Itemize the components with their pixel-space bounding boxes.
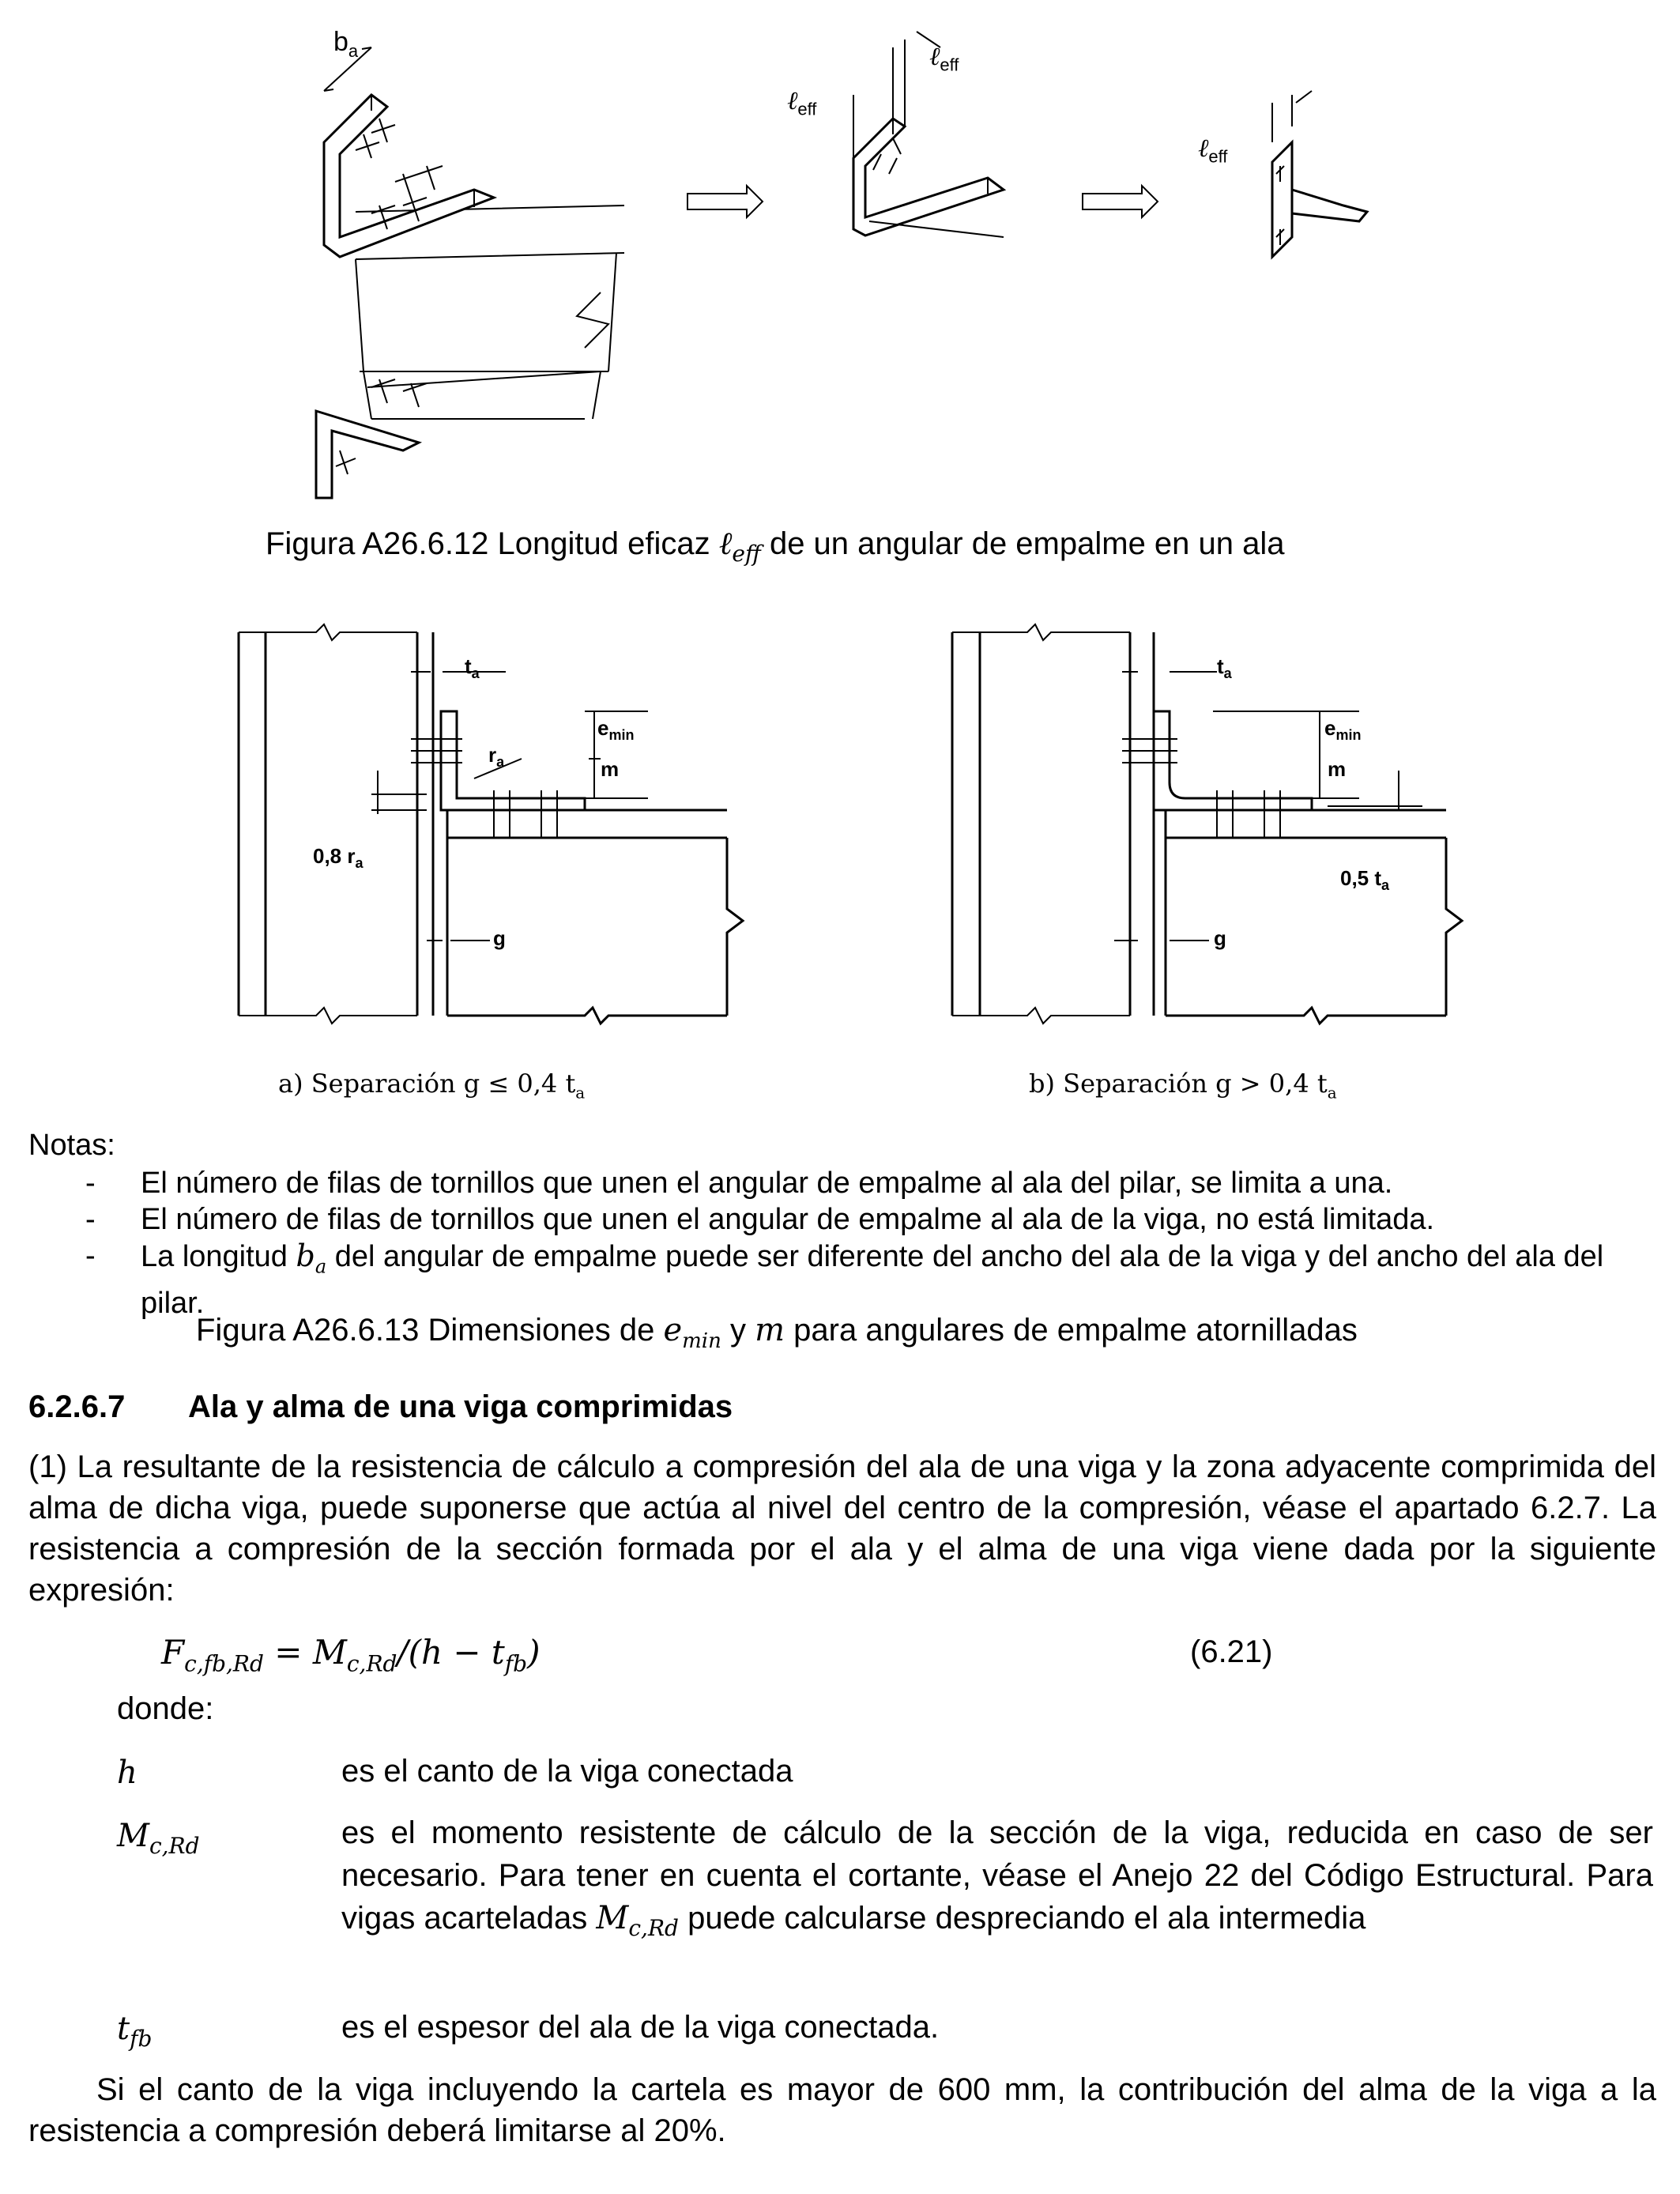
equation-number: (6.21) [1190, 1634, 1273, 1669]
label-08ra-a: 0,8 $r_a$ [313, 844, 363, 872]
section-number: 6.2.6.7 [28, 1389, 126, 1424]
label-g-b: g [1214, 926, 1226, 950]
note-item-3: - La longitud $b_a$ del angular de empalme puede ser diferente del ancho del ala de la viga y del ancho del ala del pilar. [85, 1238, 1604, 1320]
where-label: donde: [117, 1691, 214, 1726]
label-emin-a: $e_{min}$ [597, 716, 635, 744]
label-emin-b: $e_{min}$ [1324, 716, 1362, 744]
label-ta-b: $t_a$ [1217, 654, 1232, 682]
section-title: Ala y alma de una viga comprimidas [188, 1389, 733, 1424]
label-m-a: m [601, 757, 620, 781]
def-h-term: h [117, 1755, 137, 1791]
label-leff-1: ℓ$_{eff}$ [787, 85, 817, 119]
caption-a26-6-13: Figura A26.6.13 Dimensiones de $e_{min}$ y m para angulares de empalme atornilladas [196, 1312, 1358, 1353]
def-m-text: es el momento resistente de cálculo de la sección de la viga, reducida en caso de ser necesario. Para tener en cuenta el cortante, véase el Anejo 22 del Código Estructural. Para vigas acarteladas $M_{c,Rd}$ puede calcularse despreciando el ala intermedia [341, 1815, 1653, 1941]
paragraph-1: (1) La resultante de la resistencia de cálculo a compresión del ala de una viga y la zona adyacente comprimida del alma de dicha viga, puede suponerse que actúa al nivel del centro de la compresión, véase el apartado 6.2.7. La resistencia a compresión de la sección formada por el ala y el alma de una viga viene dada por la siguiente expresión: [28, 1449, 1656, 1608]
caption-a26-6-12: Figura A26.6.12 Longitud eficaz ℓ$_{eff}$ de un angular de empalme en un ala [266, 526, 1285, 567]
def-t-text: es el espesor del ala de la viga conectada. [341, 2010, 940, 2045]
label-leff-2: ℓ$_{eff}$ [929, 41, 959, 75]
def-t-term: $t_{fb}$ [117, 2011, 153, 2052]
label-g-a: g [493, 926, 506, 950]
label-05ta-b: 0,5 $t_a$ [1340, 866, 1390, 894]
label-ra-a: $r_a$ [488, 743, 505, 771]
def-m-term: $M_{c,Rd}$ [117, 1818, 200, 1859]
paragraph-final: Si el canto de la viga incluyendo la cartela es mayor de 600 mm, la contribución del alma de la viga a la resistencia a compresión deberá limitarse al 20%. [28, 2072, 1656, 2148]
label-leff-3: ℓ$_{eff}$ [1198, 133, 1228, 167]
notes-title: Notas: [28, 1129, 115, 1162]
equation-6-21: $F_{c,fb,Rd} = M_{c,Rd}/(h - t_{fb})$ [161, 1633, 541, 1677]
label-m-b: m [1328, 757, 1347, 781]
def-h-text: es el canto de la viga conectada [341, 1754, 793, 1789]
caption-b: b) Separación g > 0,4 $t_a$ [1029, 1069, 1337, 1103]
label-ta-a: $t_a$ [465, 654, 480, 682]
label-ba: $b_a$ [333, 27, 359, 61]
caption-a: a) Separación g ≤ 0,4 $t_a$ [278, 1069, 586, 1103]
